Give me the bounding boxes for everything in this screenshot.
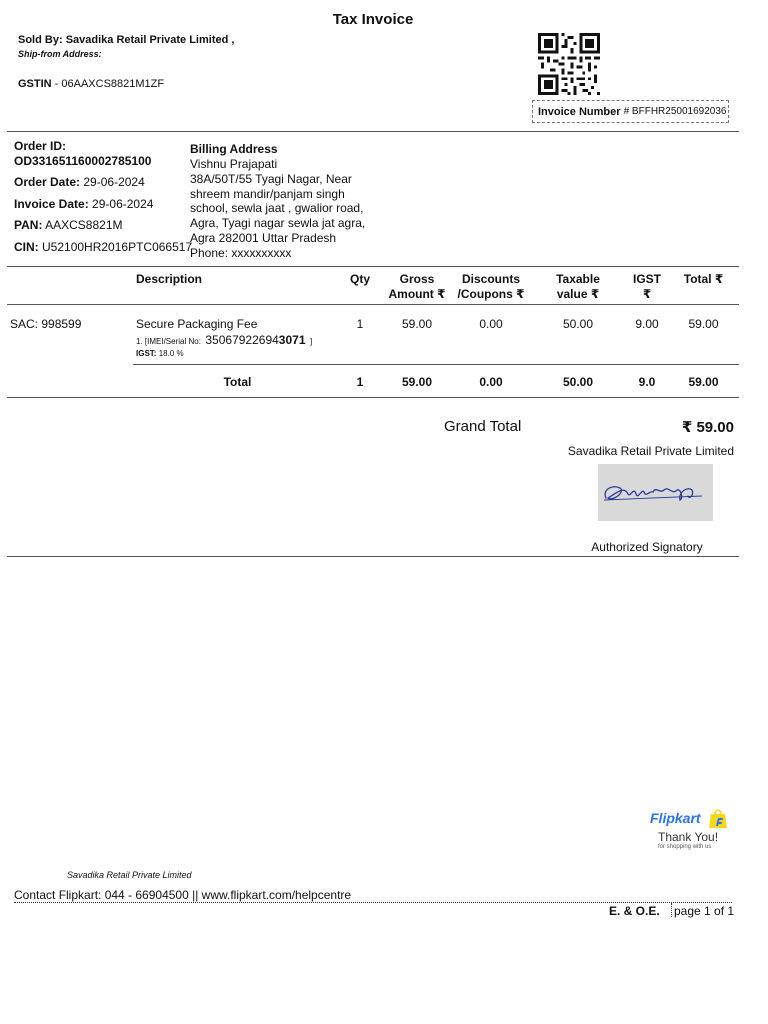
igst-rate-value: 18.0 %: [158, 349, 184, 358]
serial-number-bold: 3071: [278, 333, 306, 347]
row-gross: 59.00: [401, 317, 433, 331]
invoice-date-value: 29-06-2024: [92, 197, 154, 211]
gstin-label: GSTIN: [18, 78, 52, 90]
item-description: Secure Packaging Fee: [136, 317, 258, 331]
order-date-value: 29-06-2024: [83, 175, 145, 189]
billing-line: school, sewla jaat , gwalior road,: [190, 201, 364, 216]
row-total: 59.00: [688, 317, 719, 331]
authorized-signatory: Authorized Signatory: [591, 540, 703, 554]
col-header-igst: [622, 272, 672, 302]
cin-label: CIN:: [14, 240, 39, 254]
col-header-qty: Qty: [349, 272, 370, 286]
sold-by-label: Sold By:: [18, 34, 63, 46]
divider: [133, 364, 739, 365]
divider: [7, 266, 739, 267]
gstin-value: - 06AAXCS8821M1ZF: [51, 78, 165, 90]
signature-stroke: [598, 464, 713, 521]
totals-total: 59.00: [688, 375, 719, 389]
col-header-taxable: [543, 272, 613, 302]
invoice-date-label: Invoice Date:: [14, 197, 89, 211]
totals-taxable: 50.00: [562, 375, 594, 389]
totals-qty: 1: [356, 375, 364, 389]
billing-heading: Billing Address: [190, 142, 278, 156]
billing-line: Phone: xxxxxxxxxx: [190, 245, 292, 260]
invoice-number-box: [532, 100, 729, 123]
cin: [14, 240, 192, 254]
col-header-gross-line1: Gross: [399, 272, 435, 286]
invoice-date: [14, 197, 153, 211]
invoice-number-value: # BFFHR25001692036: [623, 106, 727, 117]
grand-total-label: Grand Total: [444, 418, 522, 435]
page-number: page 1 of 1: [674, 904, 735, 918]
invoice-number-label: Invoice Number: [538, 105, 621, 118]
order-id-label: Order ID:: [14, 139, 67, 153]
col-header-igst-line2: ₹: [642, 287, 652, 301]
totals-label: Total: [223, 375, 252, 389]
pan-value: AAXCS8821M: [45, 218, 123, 232]
billing-line: shreem mandir/panjam singh: [190, 186, 345, 201]
row-discount: 0.00: [479, 317, 503, 331]
col-header-gross: [382, 272, 452, 302]
grand-total-value: ₹ 59.00: [681, 419, 734, 436]
signature-image: [598, 464, 713, 521]
flipkart-brand: Flipkart: [650, 810, 701, 826]
contact-flipkart: Contact Flipkart: 044 - 66904500 || www.flipkart.com/helpcentre: [14, 888, 352, 902]
divider: [7, 131, 739, 132]
billing-address: [190, 157, 365, 261]
serial-prefix: 1. [IMEI/Serial No:: [136, 337, 201, 346]
serial-number: 35067922694: [205, 333, 279, 347]
qr-code-icon: [537, 33, 601, 95]
col-header-total: Total ₹: [683, 272, 724, 286]
col-header-discounts: [451, 272, 531, 302]
billing-line: 38A/50T/55 Tyagi Nagar, Near: [190, 171, 352, 186]
col-header-discounts-line2: /Coupons ₹: [457, 287, 525, 301]
totals-gross: 59.00: [401, 375, 433, 389]
row-igst: 9.00: [635, 317, 659, 331]
igst-rate-label: IGST:: [136, 349, 157, 358]
footer-company: Savadika Retail Private Limited: [67, 870, 192, 880]
totals-igst: 9.0: [638, 375, 656, 389]
col-header-taxable-line2: value ₹: [556, 287, 600, 301]
col-header-igst-line1: IGST: [632, 272, 661, 286]
col-header-discounts-line1: Discounts: [461, 272, 520, 286]
eoe-text: E. & O.E.: [609, 904, 660, 918]
footer-separator: [671, 903, 673, 917]
cin-value: U52100HR2016PTC066517: [42, 240, 193, 254]
dotted-divider: [14, 902, 732, 903]
pan-label: PAN:: [14, 218, 43, 232]
ship-from-label: Ship-from Address:: [18, 49, 102, 59]
sac-code: SAC: 998599: [10, 317, 82, 331]
row-qty: 1: [356, 317, 364, 331]
billing-line: Agra 282001 Uttar Pradesh: [190, 230, 337, 245]
seller-company: Savadika Retail Private Limited: [567, 444, 734, 458]
order-id-value: OD331651160002785100: [14, 154, 152, 168]
col-header-taxable-line1: Taxable: [556, 272, 600, 286]
order-date-label: Order Date:: [14, 175, 81, 189]
order-date: [14, 175, 145, 189]
totals-discount: 0.00: [479, 375, 503, 389]
item-serial: [136, 331, 312, 349]
gstin: [18, 78, 164, 90]
sold-by-value: Savadika Retail Private Limited ,: [65, 34, 235, 46]
col-header-gross-line2: Amount ₹: [388, 287, 446, 301]
flipkart-logo-icon: [650, 806, 734, 854]
thank-you-subtext: for shopping with us: [658, 844, 712, 850]
sold-by: [18, 34, 234, 46]
divider: [7, 556, 739, 557]
document-title: Tax Invoice: [332, 11, 414, 28]
col-header-description: Description: [136, 272, 203, 286]
item-igst-rate: [136, 349, 184, 358]
thank-you-text: Thank You!: [658, 830, 719, 844]
row-taxable: 50.00: [562, 317, 594, 331]
divider: [7, 304, 739, 305]
pan: [14, 218, 123, 232]
flipkart-bag-icon: [707, 808, 729, 830]
billing-line: Vishnu Prajapati: [190, 157, 278, 171]
divider: [7, 397, 739, 398]
serial-suffix: ]: [309, 337, 313, 346]
billing-line: Agra, Tyagi nagar sewla jat agra,: [190, 216, 366, 231]
